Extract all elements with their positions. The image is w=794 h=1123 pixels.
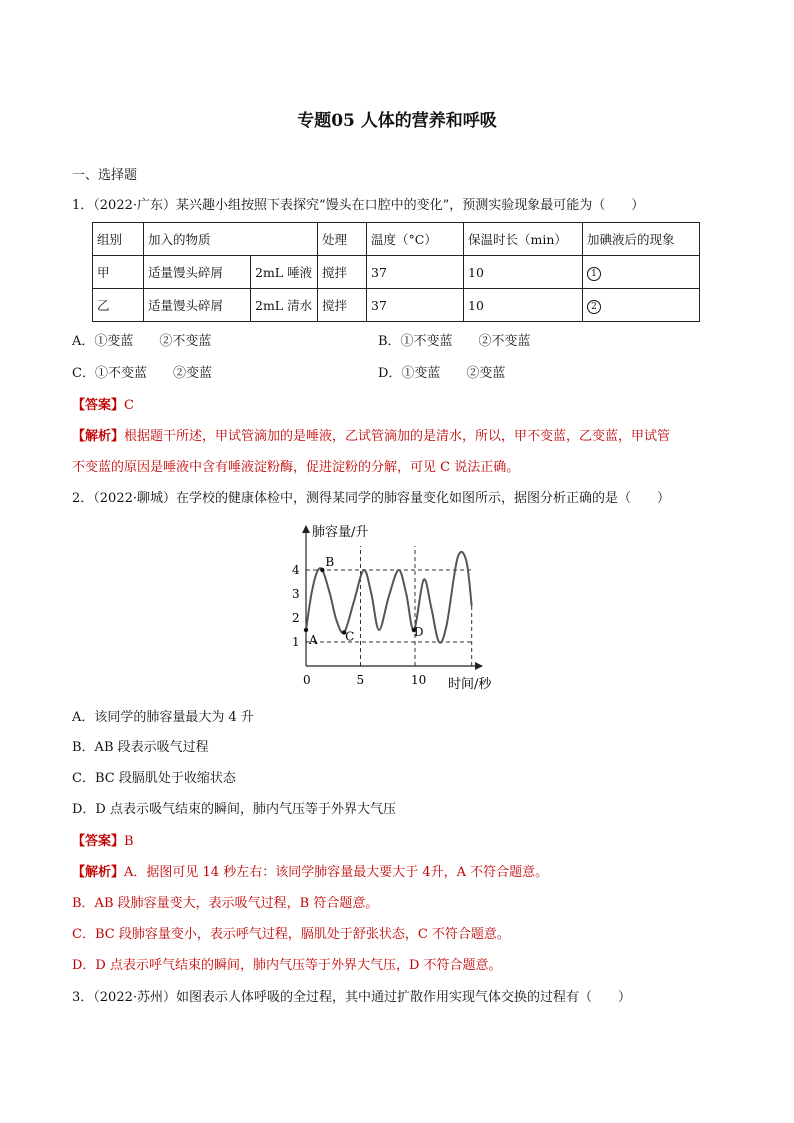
table-header: 加碘液后的现象 <box>583 223 700 256</box>
x-tick-label: 0 <box>303 673 311 687</box>
answer-value: B <box>124 834 134 849</box>
table-cell: 37 <box>367 256 464 289</box>
answer-tag: 【答案】 <box>72 834 125 849</box>
q1-option-a: A．①变蓝 ②不变蓝 <box>72 334 212 349</box>
x-tick-labels <box>303 673 426 687</box>
point-marker <box>320 568 324 572</box>
table-cell: 2mL 清水 <box>251 289 318 322</box>
analysis-tag: 【解析】 <box>72 429 125 444</box>
table-header: 温度（°C） <box>367 223 464 256</box>
q2-option-b: B．AB 段表示吸气过程 <box>72 740 209 755</box>
point-label: B <box>325 555 335 569</box>
q1-answer <box>72 396 134 416</box>
table-header: 加入的物质 <box>144 223 318 256</box>
point-label: D <box>413 625 424 639</box>
table-row <box>93 289 700 322</box>
x-tick-label: 10 <box>411 673 427 687</box>
table-cell <box>583 289 700 322</box>
lung-volume-chart <box>282 518 502 693</box>
q2-analysis-b: B．AB 段肺容量变大，表示吸气过程，B 符合题意。 <box>72 896 379 911</box>
circled-number: 1 <box>587 267 601 281</box>
q1-stem: 1．（2022·广东）某兴趣小组按照下表探究“馒头在口腔中的变化”，预测实验现象最可能为（ ） <box>72 198 645 213</box>
table-cell: 搅拌 <box>318 289 367 322</box>
q1-option-d: D．①变蓝 ②变蓝 <box>378 366 506 381</box>
answer-tag: 【答案】 <box>72 398 125 413</box>
q2-option-d: D．D 点表示吸气结束的瞬间，肺内气压等于外界大气压 <box>72 802 396 817</box>
q1-analysis-line-1 <box>72 427 670 447</box>
q2-stem: 2．（2022·聊城）在学校的健康体检中，测得某同学的肺容量变化如图所示，据图分析正确的是（ ） <box>72 491 670 506</box>
table-row <box>93 256 700 289</box>
table-cell: 10 <box>464 289 583 322</box>
point-label: A <box>309 633 318 647</box>
table-cell: 适量馒头碎屑 <box>144 289 251 322</box>
y-tick-labels <box>292 563 300 649</box>
q2-option-c: C．BC 段膈肌处于收缩状态 <box>72 771 236 786</box>
table-header: 组别 <box>93 223 144 256</box>
table-cell: 乙 <box>93 289 144 322</box>
y-tick-label: 2 <box>292 611 300 625</box>
q1-option-b: B．①不变蓝 ②不变蓝 <box>378 334 531 349</box>
q2-analysis-a <box>72 863 548 883</box>
analysis-text: A．据图可见 14 秒左右：该同学肺容量最大要大于 4升，A 不符合题意。 <box>124 865 549 880</box>
q1-table <box>92 222 700 322</box>
point-label: C <box>345 629 355 644</box>
point-marker <box>304 628 308 632</box>
circled-number: 2 <box>587 300 601 314</box>
q3-stem: 3．（2022·苏州）如图表示人体呼吸的全过程，其中通过扩散作用实现气体交换的过程有（ ） <box>72 990 631 1005</box>
analysis-text: 根据题干所述，甲试管滴加的是唾液，乙试管滴加的是清水，所以，甲不变蓝，乙变蓝，甲试管 <box>124 429 671 444</box>
table-cell: 甲 <box>93 256 144 289</box>
y-tick-label: 1 <box>292 635 300 649</box>
table-cell <box>583 256 700 289</box>
q2-answer <box>72 832 134 852</box>
y-tick-label: 3 <box>292 587 300 601</box>
x-axis-label: 时间/秒 <box>448 677 492 692</box>
table-header: 保温时长（min） <box>464 223 583 256</box>
q1-analysis-line-2: 不变蓝的原因是唾液中含有唾液淀粉酶，促进淀粉的分解，可见 C 说法正确。 <box>72 460 520 475</box>
table-header-row <box>93 223 700 256</box>
table-header: 处理 <box>318 223 367 256</box>
q1-option-c: C．①不变蓝 ②变蓝 <box>72 366 212 381</box>
table-cell: 2mL 唾液 <box>251 256 318 289</box>
answer-value: C <box>124 398 134 413</box>
analysis-tag: 【解析】 <box>72 865 125 880</box>
table-cell: 37 <box>367 289 464 322</box>
y-axis-label: 肺容量/升 <box>312 525 369 540</box>
page-title: 专题05 人体的营养和呼吸 <box>297 111 497 131</box>
x-tick-label: 5 <box>356 673 365 687</box>
q2-analysis-c: C．BC 段肺容量变小，表示呼气过程，膈肌处于舒张状态，C 不符合题意。 <box>72 927 510 942</box>
table-cell: 搅拌 <box>318 256 367 289</box>
table-cell: 10 <box>464 256 583 289</box>
labeled-points <box>304 555 424 647</box>
q2-option-a: A．该同学的肺容量最大为 4 升 <box>72 710 254 725</box>
section-heading: 一、选择题 <box>72 168 138 183</box>
q2-analysis-d: D．D 点表示呼气结束的瞬间，肺内气压等于外界大气压，D 不符合题意。 <box>72 958 502 973</box>
table-cell: 适量馒头碎屑 <box>144 256 251 289</box>
y-tick-label: 4 <box>292 563 300 577</box>
